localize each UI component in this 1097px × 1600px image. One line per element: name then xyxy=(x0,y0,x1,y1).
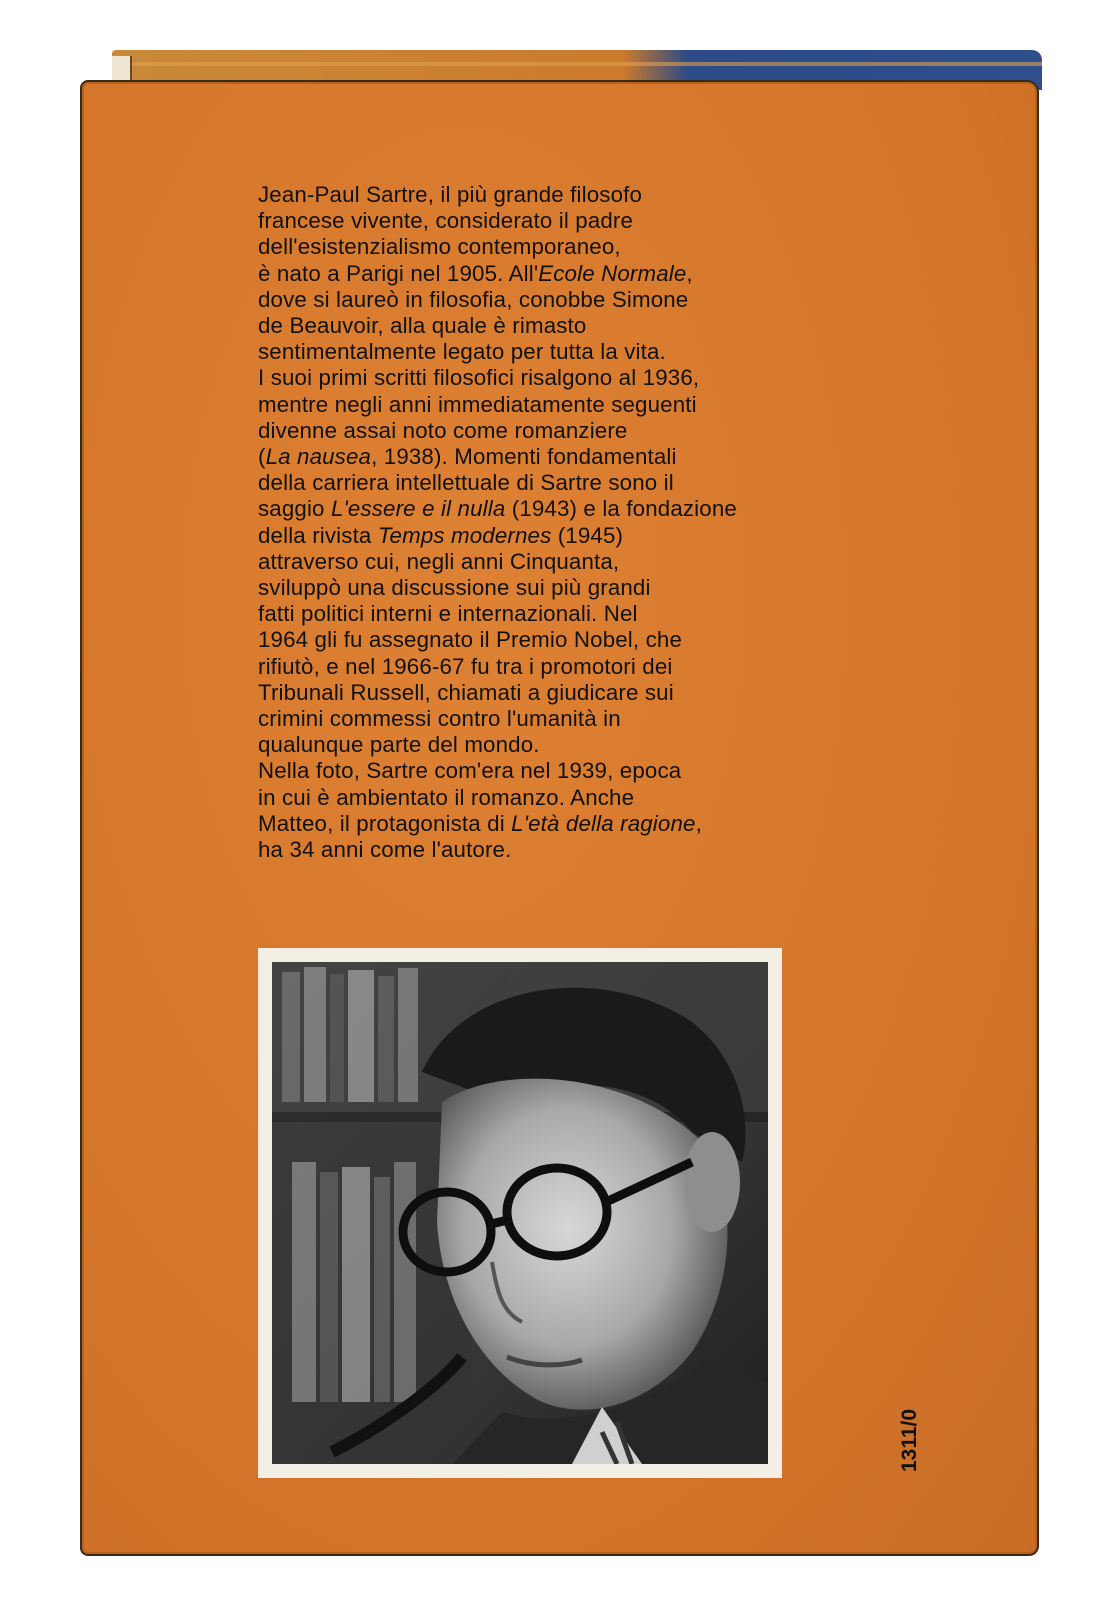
bio-text: saggio xyxy=(258,496,331,522)
bio-line xyxy=(258,261,798,287)
bio-text: ha 34 anni come l'autore. xyxy=(258,837,512,863)
bio-text: della carriera intellettuale di Sartre sono il xyxy=(258,470,674,496)
bio-text: in cui è ambientato il romanzo. Anche xyxy=(258,784,635,810)
bio-line xyxy=(258,601,798,627)
bio-line xyxy=(258,339,798,365)
bio-text: (1945) xyxy=(551,522,624,548)
bio-line xyxy=(258,627,798,653)
bio-text: , xyxy=(686,260,693,286)
catalog-code xyxy=(886,1400,946,1480)
bio-text: crimini commessi contro l'umanità in xyxy=(258,706,621,732)
bio-line xyxy=(258,758,798,784)
bio-text: ( xyxy=(258,444,266,470)
author-photo xyxy=(272,962,768,1464)
bio-line xyxy=(258,575,798,601)
bio-line xyxy=(258,811,798,837)
bio-text: I suoi primi scritti filosofici risalgono al 1936, xyxy=(258,365,700,391)
bio-text: è nato a Parigi nel 1905. All' xyxy=(258,260,539,286)
bio-text: dove si laureò in filosofia, conobbe Simone xyxy=(258,286,689,312)
bio-text: della rivista xyxy=(258,522,378,548)
spine-stripe xyxy=(132,62,1042,66)
bio-title-italic: L'età della ragione xyxy=(511,810,696,836)
bio-text: Nella foto, Sartre com'era nel 1939, epoca xyxy=(258,758,682,784)
bio-text: de Beauvoir, alla quale è rimasto xyxy=(258,313,587,339)
author-photo-frame xyxy=(258,948,782,1478)
catalog-code-text: 1311/0 xyxy=(898,1408,921,1472)
bio-text: sviluppò una discussione sui più grandi xyxy=(258,575,651,601)
bio-text: , xyxy=(695,810,702,836)
bio-text: attraverso cui, negli anni Cinquanta, xyxy=(258,548,620,574)
bio-line xyxy=(258,837,798,863)
bio-title-italic: Temps modernes xyxy=(377,522,552,548)
bio-line xyxy=(258,785,798,811)
bio-text: divenne assai noto come romanziere xyxy=(258,417,628,443)
author-biography xyxy=(258,182,798,863)
bio-line xyxy=(258,470,798,496)
bio-text: fatti politici interni e internazionali. Nel xyxy=(258,601,638,627)
bio-line xyxy=(258,549,798,575)
bio-line xyxy=(258,208,798,234)
bio-line xyxy=(258,234,798,260)
bio-title-italic: Ecole Normale xyxy=(538,260,687,286)
bio-text: sentimentalmente legato per tutta la vita. xyxy=(258,339,666,365)
bio-text: 1964 gli fu assegnato il Premio Nobel, che xyxy=(258,627,682,653)
author-portrait-image xyxy=(272,962,768,1464)
bio-line xyxy=(258,365,798,391)
bio-line xyxy=(258,444,798,470)
bio-text: francese vivente, considerato il padre xyxy=(258,208,634,234)
bio-text: (1943) e la fondazione xyxy=(505,496,737,522)
bio-line xyxy=(258,706,798,732)
bio-line xyxy=(258,392,798,418)
bio-title-italic: L'essere e il nulla xyxy=(330,496,506,522)
bio-text: Tribunali Russell, chiamati a giudicare sui xyxy=(258,679,674,705)
bio-line xyxy=(258,732,798,758)
bio-text: , 1938). Momenti fondamentali xyxy=(371,444,677,470)
bio-line xyxy=(258,182,798,208)
bio-line xyxy=(258,418,798,444)
bio-text: dell'esistenzialismo contemporaneo, xyxy=(258,234,621,260)
bio-title-italic: La nausea xyxy=(265,444,372,470)
bio-line xyxy=(258,680,798,706)
bio-text: rifiutò, e nel 1966-67 fu tra i promotori dei xyxy=(258,653,673,679)
bio-line xyxy=(258,313,798,339)
bio-text: mentre negli anni immediatamente seguenti xyxy=(258,391,697,417)
bio-text: Jean-Paul Sartre, il più grande filosofo xyxy=(258,182,643,207)
bio-line xyxy=(258,523,798,549)
bio-text: qualunque parte del mondo. xyxy=(258,732,540,758)
bio-line xyxy=(258,496,798,522)
bio-line xyxy=(258,654,798,680)
bio-line xyxy=(258,287,798,313)
bio-text: Matteo, il protagonista di xyxy=(258,810,512,836)
